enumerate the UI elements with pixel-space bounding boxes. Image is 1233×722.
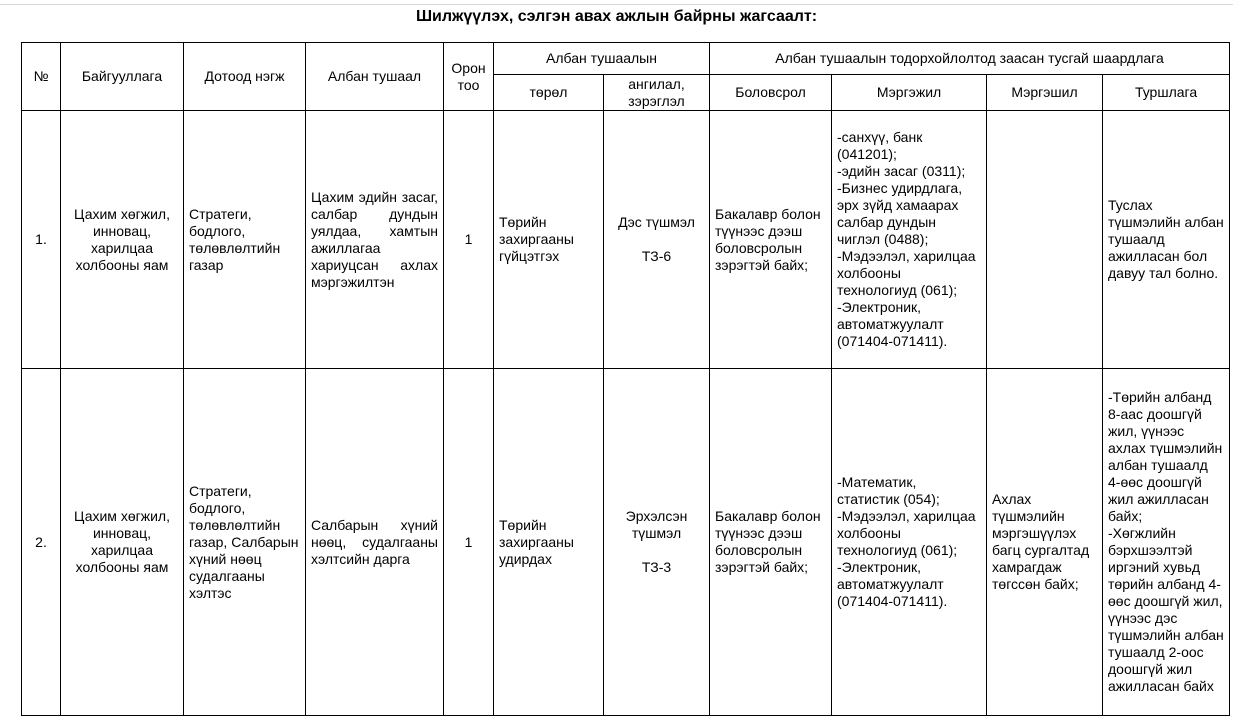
header-requirements-group: Албан тушаалын тодорхойлолтод заасан тусгай шаардлага bbox=[710, 43, 1230, 75]
cell-count: 1 bbox=[444, 369, 494, 716]
cell-experience: Туслах түшмэлийн албан тушаалд ажилласан бол давуу тал болно. bbox=[1103, 111, 1230, 369]
cell-organization: Цахим хөгжил, инновац, харилцаа холбооны яам bbox=[61, 111, 184, 369]
table-row bbox=[22, 369, 1230, 716]
header-profession: Мэргэжил bbox=[832, 75, 987, 111]
title-divider bbox=[0, 4, 1233, 5]
cell-profession: -Математик, статистик (054); -Мэдээлэл, харилцаа холбооны технологиуд (061); -Электроник, автоматжуулалт (071404-071411). bbox=[832, 369, 987, 716]
cell-skill: Ахлах түшмэлийн мэргэшүүлэх багц сургалтад хамрагдаж төгссөн байх; bbox=[987, 369, 1103, 716]
header-row-1 bbox=[22, 43, 1230, 75]
cell-organization: Цахим хөгжил, инновац, харилцаа холбооны яам bbox=[61, 369, 184, 716]
cell-category: Дэс түшмэл ТЗ-6 bbox=[604, 111, 710, 369]
cell-experience: -Төрийн албанд 8-аас доошгүй жил, үүнээс ахлах түшмэлийн албан тушаалд 4-өөс доошгүй жил ажилласан байх; -Хөгжлийн бэрхшээлтэй иргэний хувьд төрийн албанд 4-өөс доошгүй жил, үүнээс дэс түшмэлийн албан тушаалд 2-оос доошгүй жил ажилласан байх bbox=[1103, 369, 1230, 716]
cell-unit: Стратеги, бодлого, төлөвлөлтийн газар bbox=[184, 111, 306, 369]
cell-no: 2. bbox=[22, 369, 61, 716]
header-experience: Туршлага bbox=[1103, 75, 1230, 111]
cell-profession: -санхүү, банк (041201); -эдийн засаг (0311); -Бизнес удирдлага, эрх зүйд хамаарах салбар дундын чиглэл (0488); -Мэдээлэл, харилцаа холбооны технологиуд (061); -Электроник, автоматжуулалт (071404-071411). bbox=[832, 111, 987, 369]
header-unit: Дотоод нэгж bbox=[184, 43, 306, 111]
cell-education: Бакалавр болон түүнээс дээш боловсролын зэрэгтэй байх; bbox=[710, 111, 832, 369]
cell-unit: Стратеги, бодлого, төлөвлөлтийн газар, Салбарын хүний нөөц судалгааны хэлтэс bbox=[184, 369, 306, 716]
header-skill: Мэргэшил bbox=[987, 75, 1103, 111]
header-type: төрөл bbox=[494, 75, 604, 111]
cell-type: Төрийн захиргааны удирдах bbox=[494, 369, 604, 716]
header-position: Албан тушаал bbox=[306, 43, 444, 111]
cell-count: 1 bbox=[444, 111, 494, 369]
cell-position: Салбарын хүний нөөц, судалгааны хэлтсийн дарга bbox=[306, 369, 444, 716]
header-position-group: Албан тушаалын bbox=[494, 43, 710, 75]
header-organization: Байгууллага bbox=[61, 43, 184, 111]
table-row bbox=[22, 111, 1230, 369]
cell-type: Төрийн захиргааны гүйцэтгэх bbox=[494, 111, 604, 369]
cell-no: 1. bbox=[22, 111, 61, 369]
header-category: ангилал, зэрэглэл bbox=[604, 75, 710, 111]
header-no: № bbox=[22, 43, 61, 111]
cell-position: Цахим эдийн засаг, салбар дундын уялдаа, хамтын ажиллагаа хариуцсан ахлах мэргэжилтэн bbox=[306, 111, 444, 369]
header-count: Орон тоо bbox=[444, 43, 494, 111]
cell-education: Бакалавр болон түүнээс дээш боловсролын зэрэгтэй байх; bbox=[710, 369, 832, 716]
job-list-table bbox=[21, 42, 1230, 716]
cell-skill bbox=[987, 111, 1103, 369]
page-title: Шилжүүлэх, сэлгэн авах ажлын байрны жагсаалт: bbox=[415, 8, 818, 25]
cell-category: Эрхэлсэн түшмэл ТЗ-3 bbox=[604, 369, 710, 716]
header-education: Боловсрол bbox=[710, 75, 832, 111]
